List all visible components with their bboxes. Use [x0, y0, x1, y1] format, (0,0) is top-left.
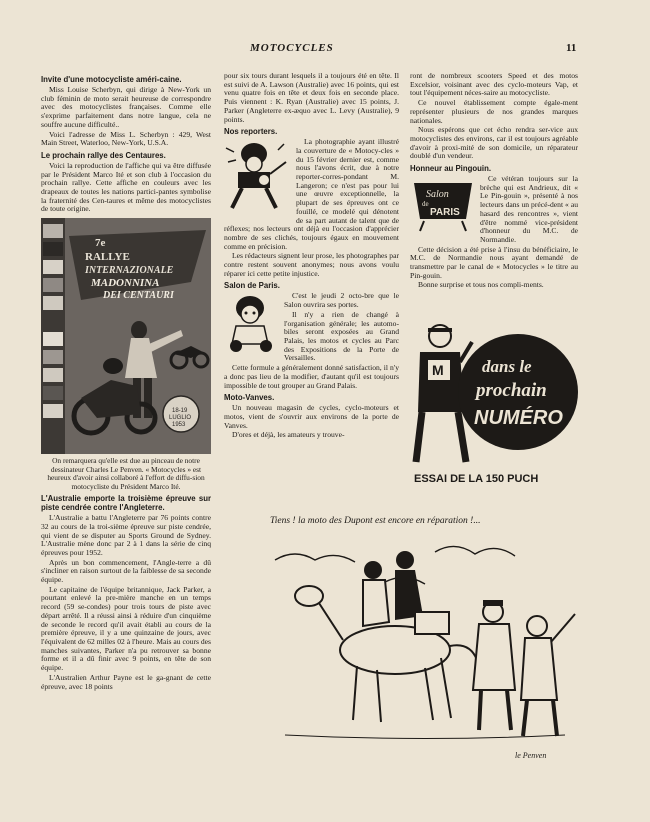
badge-line-3: PARIS [430, 207, 460, 219]
stamp-line-2: LUGLIO [169, 415, 192, 422]
headline-pingouin: Honneur au Pingouin. [410, 164, 491, 174]
rallye-poster-photo [41, 218, 211, 454]
poster-illustration [41, 218, 211, 454]
paragraph: Après un bon commencement, l'Angle-terre a dû s'incliner en raison surtout de la faiblesse de sa seconde équipe. [41, 557, 211, 585]
paragraph: Miss Louise Scherbyn, qui dirige à New-York un club féminin de moto serait heureuse de correspondre avec des motocyclistes françaises. Comme elle s'exprime parfaitement dans notre langue, cela ne souffre aucune difficulté.. [41, 85, 211, 129]
paragraph: Cette formule a généralement donné satisfaction, il n'y a donc pas lieu de la modifier, d'autant qu'il est toujours impossible de tout grouper au Grand Palais. [224, 363, 399, 390]
paragraph: Cette décision a été prise à l'insu du bénéficiaire, le M.C. de Normandie nous ayant demandé de transmettre par le canal de « Motocycles » le titre au Pin-gouin. [410, 244, 578, 280]
stamp-line-3: 1953 [172, 422, 186, 429]
riders-figure [363, 551, 449, 634]
cartoon-illustration [265, 530, 585, 765]
photographer-illustration [224, 138, 292, 212]
paragraph: Voici la reproduction de l'affiche qui va être diffusée par le Président Marco Ité et son club à l'occasion du prochain rallye. Cette affiche en couleurs avec les drapeaux de toutes les nations partici-pantes symbolise la fraternité des Cen-taures et même des motocyclistes de toute origine. [41, 160, 211, 214]
poster-line-2: RALLYE [85, 251, 130, 264]
headline-invite: Invite d'une motocycliste améri-caine. [41, 75, 182, 84]
salon-paris-logo [410, 175, 476, 233]
paragraph: Les rédacteurs signent leur prose, les photographes par contre restent souvent anonymes; nous avons voulu réparer ici cette petite injustice. [224, 251, 399, 278]
paragraph: La photographie ayant illustré la couverture de « Motocy-cles » du 15 février dernier est, comme nous l'avons écrit, due à notre reporter-corres-pondant M. Langeron; ce n'est pas pour lui une œuvre exceptionnelle, la plupart de ses épreuves ont ce fouillé, ce modelé qui dénotent de sa part autant de talent que de réflexes; nos lecteurs ont déjà eu l'occasion d'apprécier nombre de ses clichés, toujours égaux en mouvement comme en précision. [224, 137, 399, 251]
stamp-line-1: 18-19 [172, 408, 188, 415]
page-number: 11 [566, 42, 577, 54]
prochain-numero-ad [410, 322, 578, 487]
badge-line-2: de [422, 200, 429, 209]
ad-bottom-line: ESSAI DE LA 150 PUCH [414, 473, 539, 485]
salon-cartoon [224, 292, 280, 357]
date-stamp [163, 396, 199, 432]
headline-reporters: Nos reporters. [224, 127, 278, 137]
column-1 [41, 72, 211, 692]
mechanics-figure [473, 600, 575, 736]
badge-letter: M [432, 362, 444, 378]
headline-australie: L'Australie emporte la troisième épreuve sur piste cendrée contre l'Angleterre. [41, 494, 211, 513]
cartoon-signature: le Penven [515, 751, 547, 760]
ad-illustration [410, 322, 578, 487]
paragraph: L'Australie a battu l'Angleterre par 76 points contre 32 au cours de la troi-sième épreuve sur piste cendrée, qui vient de se disputer au Sports Ground de Sydney. L'Australie mène donc par 2 à 1 dans la série de cinq épreuves pour 1952. [41, 513, 211, 557]
headline-rallye: Le prochain rallye des Centaures. [41, 150, 166, 160]
paragraph: Voici l'adresse de Miss L. Scherbyn : 429, West Main Street, Waterloo, New-York, U.S.A. [41, 129, 211, 148]
paragraph: C'est le jeudi 2 octo-bre que le Salon ouvrira ses portes. [284, 291, 399, 310]
paragraph: Ce vétéran toujours sur la brèche qui est Andrieux, dit « Le Pin-gouin », présenté à nos lecteurs dans un précé-dent « au hasard des rencontres », vient d'être nommé vice-président d'honneur du M.C. de Normandie. [480, 174, 578, 244]
flag-strip [43, 224, 63, 418]
salon-badge [410, 175, 476, 236]
driver-illustration [224, 292, 280, 354]
ad-line-1: dans le [482, 357, 532, 376]
paragraph: Bonne surprise et tous nos compli-ments. [418, 280, 544, 290]
photo-caption: On remarquera qu'elle est due au pinceau de notre dessinateur Charles Le Penven. « Motocycles » est heureux d'avoir ainsi collaboré à l'effort de diffu-sion motocycliste du Président Marco Ité. [47, 456, 205, 491]
column-3 [410, 72, 578, 291]
ad-line-2: prochain [476, 380, 547, 401]
magazine-title: MOTOCYCLES [250, 42, 334, 54]
paragraph: Nous espérons que cet écho rendra ser-vice aux motocyclistes des environs, car il est toujours agréable d'avoir à proxi-mité de son domicile, un réparateur doublé d'un vendeur. [410, 125, 578, 161]
column-2 [224, 72, 399, 441]
badge-line-1: Salon [426, 189, 449, 201]
paragraph: Ce nouvel établissement compte égale-ment représenter plusieurs de nos grandes marques nationales. [410, 98, 578, 125]
paragraph: D'ores et déjà, les amateurs y trouve- [232, 430, 345, 440]
cartoon-caption: Tiens ! la moto des Dupont est encore en réparation !... [270, 516, 481, 526]
ad-line-3: NUMÉRO [474, 407, 563, 429]
page-header [0, 42, 650, 56]
paragraph: ront de nombreux scooters Speed et des motos Excelsior, voisinant avec des cyclo-moteurs Vap, et tout l'équipement néces-saire au motocycliste. [410, 71, 578, 98]
poster-line-5: DEI CENTAURI [103, 290, 174, 302]
paragraph: Un nouveau magasin de cycles, cyclo-moteurs et motos, vient de s'ouvrir aux environs de la porte de Vanves. [224, 403, 399, 430]
paragraph: L'Australien Arthur Payne est le ga-gnant de cette épreuve, avec 18 points [41, 672, 211, 691]
photographer-cartoon [224, 138, 292, 215]
headline-salon: Salon de Paris. [224, 281, 280, 291]
paragraph: pour six tours durant lesquels il a toujours été en tête. Il est suivi de A. Lawson (Australie) avec 16 points, qui est venu quatre fois en tête et deux fois en seconde place. Puis viennent : K. Ryan (Australie) avec 15 points, J. Parker (Angleterre ex-æquo avec L. Levy (Australie), 9 points. [224, 71, 399, 124]
paragraph: Il n'y a rien de changé à l'organisation générale; les automo-biles seront exposées au Grand Palais, les motos et cycles au Parc des Expositions de la Porte de Versailles. [284, 309, 399, 363]
poster-line-1: 7e [95, 237, 106, 250]
headline-moto-vanves: Moto-Vanves. [224, 393, 275, 403]
dupont-cartoon [265, 530, 585, 765]
poster-line-3: INTERNAZIONALE [85, 265, 174, 277]
poster-line-4: MADONNINA [91, 277, 160, 290]
paragraph: Le capitaine de l'équipe britannique, Jack Parker, a pourtant enlevé la pre-mière manche en un temps record (59 se-condes) pour trois tours de piste avec départ arrêté. Il a réussi ainsi à réduire d'un cinquième de seconde le record qu'il avait établi au cours de la première épreuve, il y a une quinzaine de jours, avec l'équivalent de 62 milles 02 à l'heure. Mais au cours des manches suivantes, Parker n'a pu retrouver sa bonne forme et il a dû finir avec 9 points, en tête de son équipe. [41, 584, 211, 673]
